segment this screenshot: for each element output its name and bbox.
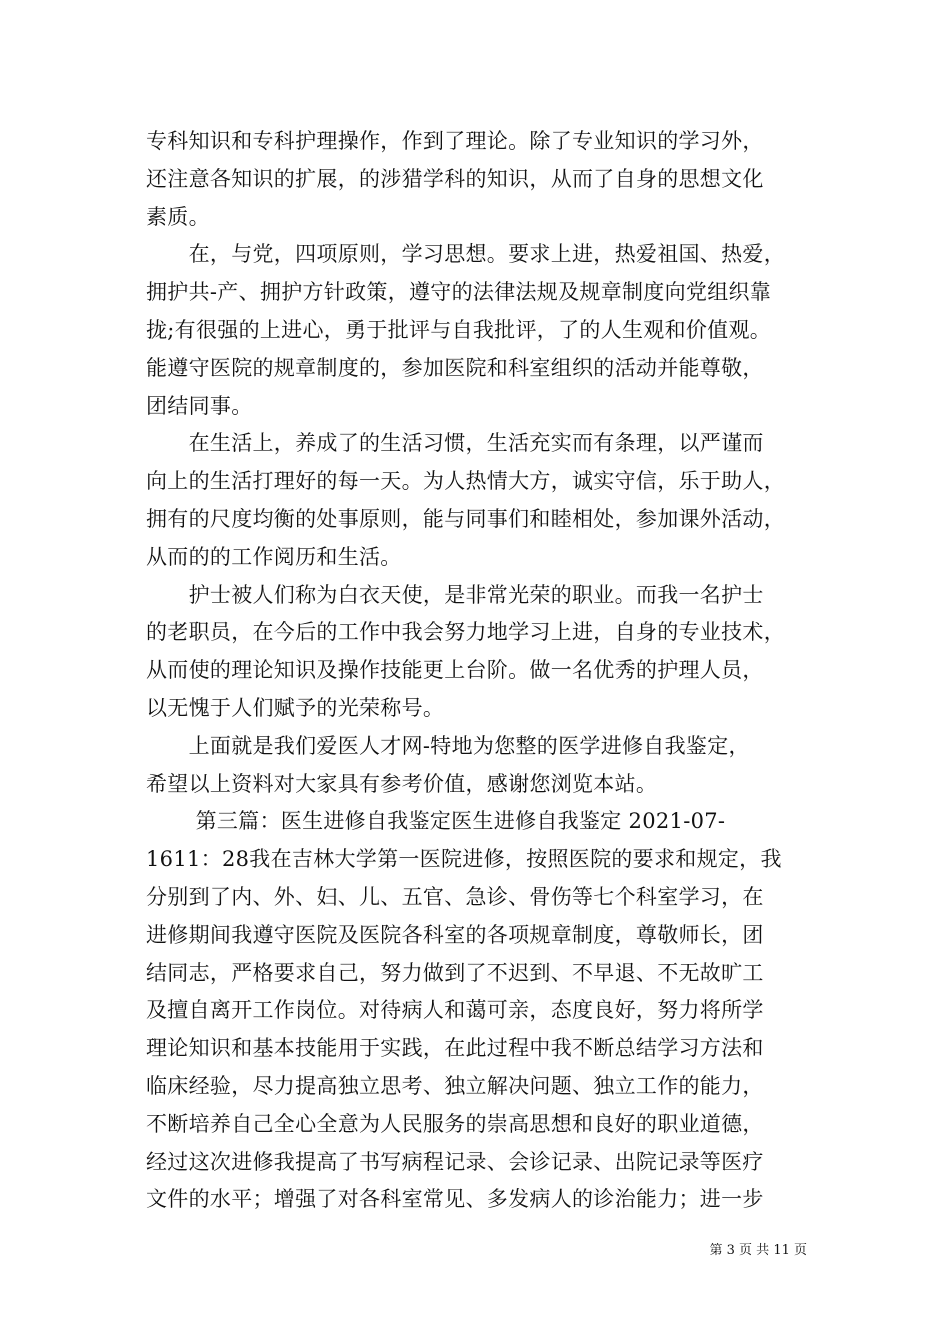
text-line: 向上的生活打理好的每一天。为人热情大方，诚实守信，乐于助人， [146,469,785,494]
text-line: 上面就是我们爱医人才网-特地为您整的医学进修自我鉴定， [146,733,750,758]
text-line: 分别到了内、外、妇、儿、五官、急诊、骨伤等七个科室学习，在 [146,884,764,909]
text-line: 第三篇：医生进修自我鉴定医生进修自我鉴定 2021-07- [146,809,726,834]
text-line: 能遵守医院的规章制度的，参加医院和科室组织的活动并能尊敬， [146,355,764,380]
text-line: 在生活上，养成了的生活习惯，生活充实而有条理，以严谨而 [146,431,764,456]
text-line: 不断培养自己全心全意为人民服务的崇高思想和良好的职业道德， [146,1111,764,1136]
text-line: 经过这次进修我提高了书写病程记录、会诊记录、出院记录等医疗 [146,1149,764,1174]
text-line: 护士被人们称为白衣天使，是非常光荣的职业。而我一名护士 [146,582,764,607]
text-line: 进修期间我遵守医院及医院各科室的各项规章制度，尊敬师长，团 [146,922,764,947]
text-line: 文件的水平；增强了对各科室常见、多发病人的诊治能力；进一步 [146,1187,764,1212]
text-line: 的老职员，在今后的工作中我会努力地学习上进，自身的专业技术， [146,620,785,645]
page-number-footer: 第 3 页 共 11 页 [709,1243,807,1258]
text-line: 团结同事。 [146,393,253,418]
text-line: 及擅自离开工作岗位。对待病人和蔼可亲，态度良好，努力将所学 [146,998,764,1023]
text-line: 从而使的理论知识及操作技能更上台阶。做一名优秀的护理人员， [146,658,764,683]
text-line: 拥护共-产、拥护方针政策，遵守的法律法规及规章制度向党组织靠 [146,280,772,305]
text-line: 从而的的工作阅历和生活。 [146,544,402,569]
text-line: 素质。 [146,204,210,229]
text-line: 1611：28我在吉林大学第一医院进修，按照医院的要求和规定，我 [146,847,782,872]
text-line: 在，与党，四项原则，学习思想。要求上进，热爱祖国、热爱， [146,242,785,267]
text-line: 拢;有很强的上进心，勇于批评与自我批评，了的人生观和价值观。 [146,317,772,342]
text-line: 专科知识和专科护理操作，作到了理论。除了专业知识的学习外， [146,129,764,153]
text-line: 以无愧于人们赋予的光荣称号。 [146,695,445,720]
text-line: 理论知识和基本技能用于实践，在此过程中我不断总结学习方法和 [146,1036,764,1061]
text-line: 结同志，严格要求自己，努力做到了不迟到、不早退、不无故旷工 [146,960,764,985]
document-body [146,123,826,1219]
text-line: 还注意各知识的扩展，的涉猎学科的知识，从而了自身的思想文化 [146,166,764,191]
text-line: 临床经验，尽力提高独立思考、独立解决问题、独立工作的能力， [146,1073,764,1098]
text-line: 希望以上资料对大家具有参考价值，感谢您浏览本站。 [146,771,658,796]
text-line: 拥有的尺度均衡的处事原则，能与同事们和睦相处，参加课外活动， [146,506,785,531]
